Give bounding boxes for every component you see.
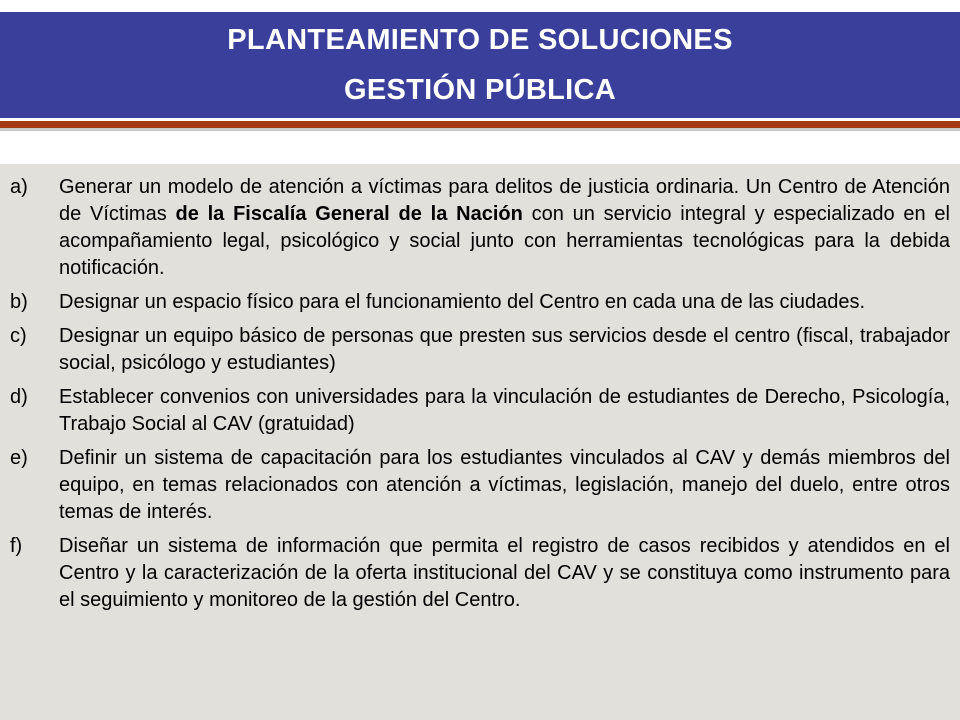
item-text: Diseñar un sistema de información que permita el registro de casos recibidos y atendidos en el Centro y la caracterización de la oferta institucional del CAV y se constituya como instrumento para el seguimiento y monitoreo de la gestión del Centro.: [59, 535, 950, 611]
list-item-f: [10, 533, 950, 614]
list-marker: c): [10, 325, 27, 347]
accent-divider: [0, 121, 960, 128]
item-text: Definir un sistema de capacitación para los estudiantes vinculados al CAV y demás miembros del equipo, en temas relacionados con atención a víctimas, legislación, manejo del duelo, entre otros temas de interés.: [59, 447, 950, 523]
list-marker: b): [10, 291, 28, 313]
item-text: Establecer convenios con universidades para la vinculación de estudiantes de Derecho, Psicología, Trabajo Social al CAV (gratuidad): [59, 386, 950, 435]
solutions-list: [10, 174, 950, 621]
item-text: Generar un modelo de atención a víctimas para delitos de justicia ordinaria. Un Centro de Atención de Víctimas: [59, 176, 950, 225]
list-marker: d): [10, 386, 28, 408]
item-text-bold: de la Fiscalía General de la Nación: [175, 203, 523, 225]
item-text: Designar un espacio físico para el funcionamiento del Centro en cada una de las ciudades.: [59, 291, 866, 313]
list-item-c: [10, 323, 950, 377]
content-panel: [0, 164, 960, 720]
list-marker: e): [10, 447, 28, 469]
list-marker: f): [10, 535, 23, 557]
list-item-e: [10, 445, 950, 526]
list-item-d: [10, 384, 950, 438]
list-marker: a): [10, 176, 28, 198]
list-item-a: [10, 174, 950, 282]
page-subtitle: GESTIÓN PÚBLICA: [344, 74, 616, 106]
item-text: Designar un equipo básico de personas que presten sus servicios desde el centro (fiscal, trabajador social, psicólogo y estudiantes): [59, 325, 950, 374]
page-title: PLANTEAMIENTO DE SOLUCIONES: [227, 24, 733, 56]
title-banner: [0, 12, 960, 118]
list-item-b: [10, 289, 950, 316]
shadow-divider: [0, 128, 960, 131]
item-text: con un servicio integral y especializado en el acompañamiento legal, psicológico y social junto con herramientas tecnológicas para la debida notificación.: [59, 203, 950, 279]
